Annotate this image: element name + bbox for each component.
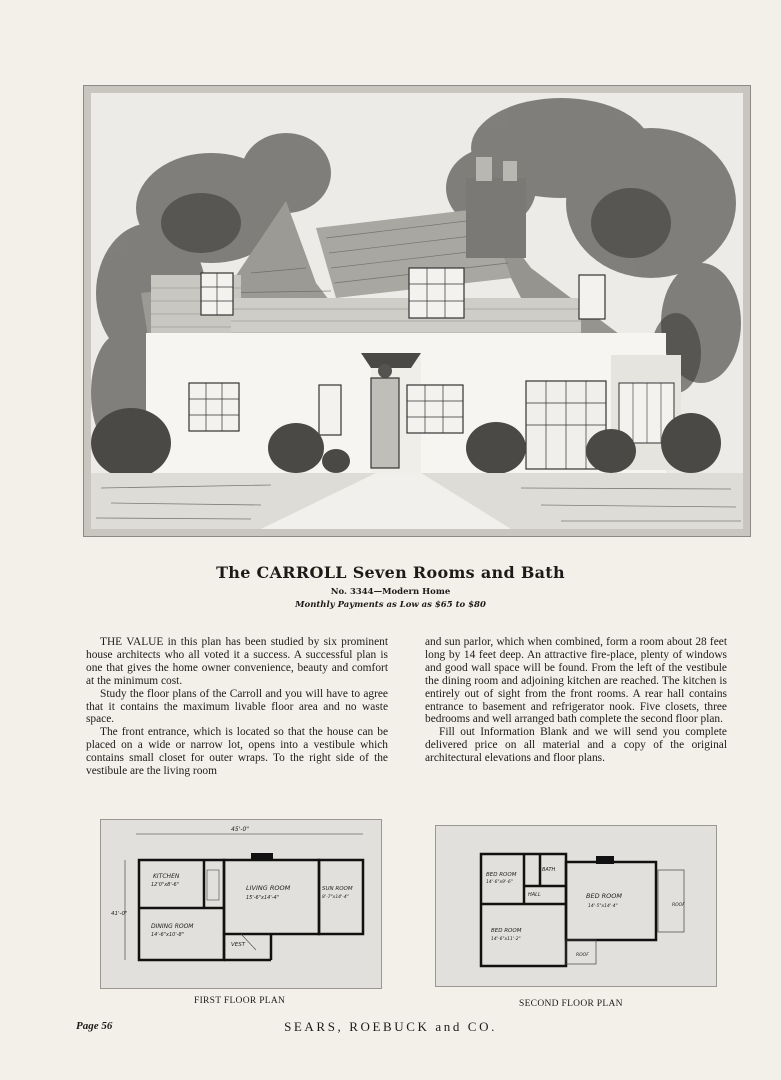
sun-room-size: 8'-7"x14'-4" <box>322 895 349 900</box>
bedroom-2-label: BED ROOM <box>586 892 622 900</box>
paragraph: THE VALUE in this plan has been studied by six prominent house architects who all voted it a success. A successful plan is one that gives the home owner convenience, beauty and comfort at the minimum cost. <box>86 636 388 687</box>
dining-room-size: 14'-6"x10'-8" <box>151 932 185 938</box>
paragraph: Fill out Information Blank and we will send you complete delivered price on all material and a copy of the original architectural elevations and floor plans. <box>425 726 727 765</box>
plan-number: No. 3344—Modern Home <box>330 587 451 597</box>
bedroom-1-size: 14'-6"x9'-6" <box>486 880 513 885</box>
page-number: Page 56 <box>76 1020 113 1032</box>
dining-room-label: DINING ROOM <box>151 923 194 930</box>
sun-room-label: SUN ROOM <box>322 886 353 892</box>
home-title: The CARROLL Seven Rooms and Bath <box>216 563 565 582</box>
house-drawing <box>91 93 743 529</box>
second-floor-caption: SECOND FLOOR PLAN <box>519 999 623 1009</box>
paragraph: and sun parlor, which when combined, form a room about 28 feet long by 14 feet deep. An attractive fire-place, plenty of windows and good wall space will be found. From the left of the vestibule the dining room and adjoining kitchen are reached. The kitchen is entirely out of sight from the front rooms. A rear hall contains entrance to basement and refrigerator nook. Five closets, three bedrooms and well arranged bath complete the second floor plan. <box>425 636 727 726</box>
living-room-size: 15'-6"x14'-4" <box>246 895 280 901</box>
hall-label: HALL <box>528 892 541 898</box>
bedroom-3-label: BED ROOM <box>491 928 522 934</box>
publisher-name: SEARS, ROEBUCK and CO. <box>284 1019 497 1034</box>
description-right-column <box>425 636 727 765</box>
roof-label-lower: ROOF <box>576 953 589 958</box>
bath-label: BATH <box>542 867 556 873</box>
kitchen-size: 12'0"x8'-6" <box>151 882 180 888</box>
house-illustration <box>84 86 750 536</box>
monthly-payments: Monthly Payments as Low as $65 to $80 <box>295 600 486 610</box>
bedroom-2-size: 14'-5"x14'-4" <box>588 904 618 909</box>
overall-width: 45'-0" <box>231 826 250 833</box>
paragraph: Study the floor plans of the Carroll and you will have to agree that it contains the maximum livable floor area and no waste space. <box>86 687 388 726</box>
second-floor-drawing <box>436 826 716 986</box>
bedroom-3-size: 14'-6"x11'-2" <box>491 937 521 942</box>
paragraph: The front entrance, which is located so that the house can be placed on a wide or narrow lot, opens into a vestibule which contains small closet for outer wraps. To the right side of the vestibule are the living room <box>86 726 388 778</box>
description-left-column <box>86 636 388 778</box>
first-floor-drawing <box>101 820 381 988</box>
first-floor-caption: FIRST FLOOR PLAN <box>194 996 286 1006</box>
roof-label-right: ROOF <box>672 903 685 908</box>
bedroom-1-label: BED ROOM <box>486 872 517 878</box>
title-block <box>0 562 781 612</box>
kitchen-label: KITCHEN <box>153 873 180 880</box>
second-floor-plan <box>435 825 717 987</box>
first-floor-plan <box>100 819 382 989</box>
vestibule-label: VEST <box>231 942 246 948</box>
overall-depth: 41'-0" <box>111 911 128 917</box>
living-room-label: LIVING ROOM <box>246 884 291 892</box>
